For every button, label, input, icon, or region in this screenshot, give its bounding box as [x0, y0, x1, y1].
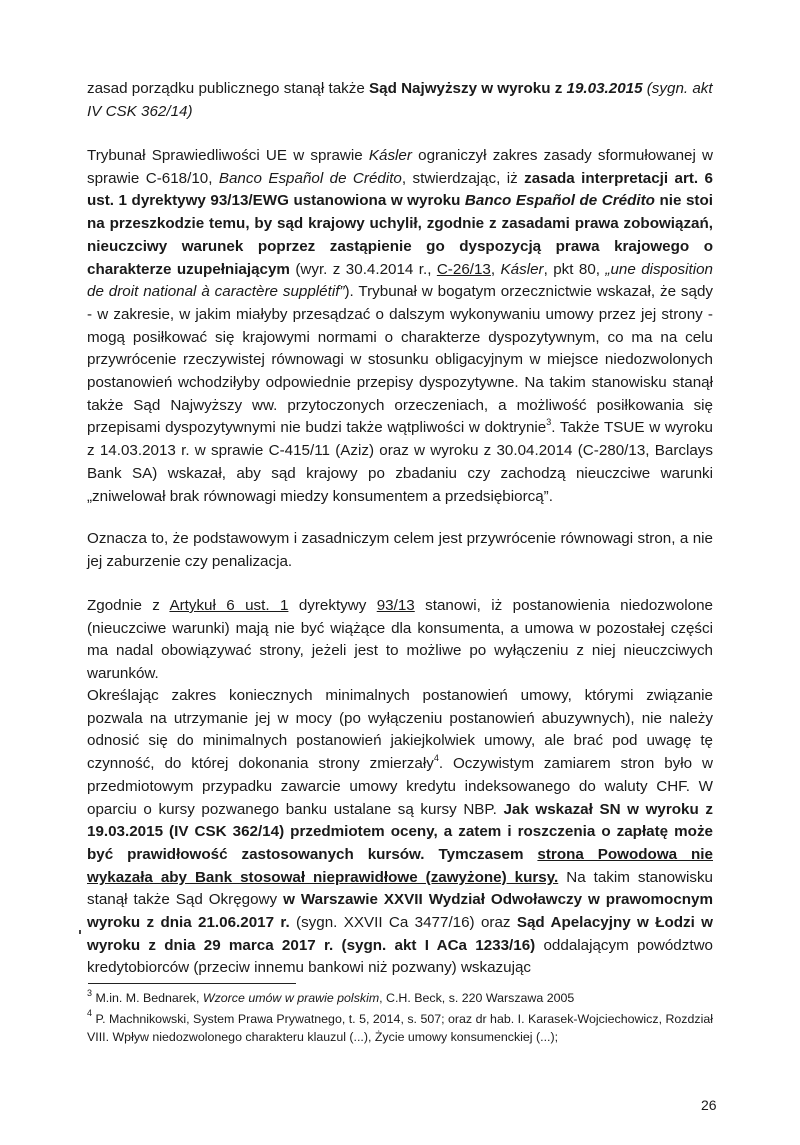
- text-span: (sygn. XXVII Ca 3477/16) oraz: [289, 914, 517, 932]
- footnote-separator: [88, 983, 296, 984]
- text-span: dyrektywy: [288, 597, 377, 614]
- paragraph-2: [87, 145, 713, 508]
- footnote-ref-3[interactable]: 3: [546, 417, 552, 428]
- text-span: . Także TSUE w wyroku z 14.03.2013 r. w sprawie C-415/11 (Aziz) oraz w wyroku z 30.04.2014 (C-280/13, Barclays Bank SA) wskazał, aby sąd krajowy po zbadaniu czy zachodzą nieuczciwe warunki „zniwelował brak równowagi miedzy konsumentem a przedsiębiorcą”.: [87, 419, 713, 505]
- footnote-text: M.in. M. Bednarek,: [92, 991, 203, 1005]
- bold-text: Sąd Najwyższy w wyroku z: [369, 80, 567, 97]
- text-span: , pkt 80,: [543, 260, 606, 278]
- italic-case-name: Banco Español de Crédito: [218, 169, 402, 187]
- footnote-number: 4: [87, 1008, 93, 1019]
- italic-case-name: Kásler: [500, 260, 544, 278]
- text-span: Na takim stanowisku stanął także Sąd Okręgowy: [87, 868, 713, 909]
- bold-text: zasada interpretacji art. 6 ust. 1 dyrektywy 93/13/EWG ustanowiona w wyroku: [87, 169, 713, 210]
- paragraph-4: [87, 595, 713, 686]
- bold-text: Sąd Apelacyjny w Łodzi w wyroku z dnia 29 marca 2017 r. (sygn. akt I ACa 1233/16): [87, 914, 713, 954]
- text-span: stanowi, iż postanowienia niedozwolone (nieuczciwe warunki) mają nie być wiążące dla konsumenta, a umowa w pozostałej części ma nadal obowiązywać strony, jeżeli jest to możliwe po wyłączeniu z niej nieuczciwych warunków.: [87, 597, 714, 683]
- bold-italic-case-name: Banco Español de Crédito: [464, 192, 655, 210]
- text-span: ,: [490, 260, 501, 278]
- bold-text: nie stoi na przeszkodzie temu, by sąd krajowy uchylił, zgodnie z zasadami prawa zobowiązań, nieuczciwy warunek poprzez zastąpienie go dyspozycją prawa krajowego o charakterze uzupełniającym: [87, 192, 713, 278]
- italic-quote: „une disposition de droit national à caractère supplétif”: [87, 260, 713, 301]
- margin-mark: [79, 930, 81, 934]
- text-span: oddalającym powództwo kredytobiorców (przeciw innemu bankowi niż pozwany) wskazując: [87, 936, 713, 977]
- text-span: ograniczył zakres zasady sformułowanej w sprawie C-618/10,: [87, 147, 713, 187]
- bold-underlined-text: strona Powodowa nie wykazała aby Bank stosował nieprawidłowe (zawyżone) kursy.: [87, 845, 713, 886]
- footnote-number: 3: [87, 987, 93, 998]
- bold-text: Jak wskazał SN w wyroku z 19.03.2015 (IV CSK 362/14) przedmiotem oceny, a zatem i roszczenia o zapłatę może być prawidłowość zastosowanych kursów. Tymczasem: [87, 800, 713, 863]
- page-number: 26: [701, 1097, 717, 1113]
- paragraph-3: [87, 528, 713, 573]
- text-span: (wyr. z 30.4.2014 r.,: [289, 260, 437, 278]
- footnote-4: [87, 1010, 713, 1047]
- text-span: . Oczywistym zamiarem stron było w przedmiotowym przypadku zawarcie umowy kredytu indeksowanego do waluty CHF. W oparciu o kursy pozwanego banku ustalane są kursy NBP.: [87, 755, 713, 818]
- footnote-text: P. Machnikowski, System Prawa Prywatnego, t. 5, 2014, s. 507; oraz dr hab. I. Karasek-Wojciechowicz, Rozdział VIII. Wpływ niedozwolonego charakteru klauzul (...), Życie umowy konsumenckiej (...);: [87, 1011, 713, 1044]
- text-span: zasad porządku publicznego stanął także: [87, 80, 369, 97]
- footnote-ref-4[interactable]: 4: [433, 753, 439, 764]
- text-span: Określając zakres koniecznych minimalnych postanowień umowy, którymi związanie pozwala na utrzymanie jej w mocy (po wyłączeniu postanowień abuzywnych), nie należy odnosić się do minimalnych postanowień jakiejkolwiek umowy, ale brać pod uwagę tę czynność, do której dokonania strony zmierzały: [87, 687, 713, 773]
- directive-link[interactable]: 93/13: [376, 597, 415, 614]
- text-span: Zgodnie z: [87, 597, 170, 614]
- paragraph-5: [87, 685, 713, 980]
- paragraph-1: [87, 78, 713, 123]
- footnote-3: [87, 989, 713, 1008]
- bold-italic-date: 19.03.2015: [566, 80, 643, 97]
- footnote-book-title: Wzorce umów w prawie polskim: [202, 991, 380, 1005]
- text-span: , stwierdzając, iż: [401, 169, 525, 187]
- italic-case-name: Kásler: [368, 147, 412, 164]
- text-span: ). Trybunał w bogatym orzecznictwie wskazał, że sądy - w zakresie, w jakim miałyby przesądzać o dalszym wykonywaniu umowy przez jej strony - mogą posiłkować się krajowymi normami o charakterze dyspozytywnym, co ma na celu przywrócenie rzeczywistej równowagi w stosunku obligacyjnym w miejsce niedozwolonych postanowień wchodziłyby odpowiednie przepisy dyspozytywne. Na takim stanowisku stanął także Sąd Najwyższy ww. przytoczonych orzeczeniach, a możliwość posiłkowania się przepisami dyspozytywnymi nie budzi także wątpliwości w doktrynie: [87, 283, 713, 437]
- italic-signature: (sygn. akt IV CSK 362/14): [87, 80, 713, 120]
- article-link[interactable]: Artykuł 6 ust. 1: [169, 597, 289, 614]
- text-span: Trybunał Sprawiedliwości UE w sprawie: [87, 147, 369, 164]
- footnotes: [87, 989, 713, 1047]
- footnote-text: , C.H. Beck, s. 220 Warszawa 2005: [379, 991, 575, 1005]
- case-link[interactable]: C-26/13: [436, 260, 491, 278]
- text-span: Oznacza to, że podstawowym i zasadniczym celem jest przywrócenie równowagi stron, a nie jej zaburzenie czy penalizacja.: [87, 530, 713, 570]
- bold-text: w Warszawie XXVII Wydział Odwoławczy w prawomocnym wyroku z dnia 21.06.2017 r.: [87, 891, 713, 932]
